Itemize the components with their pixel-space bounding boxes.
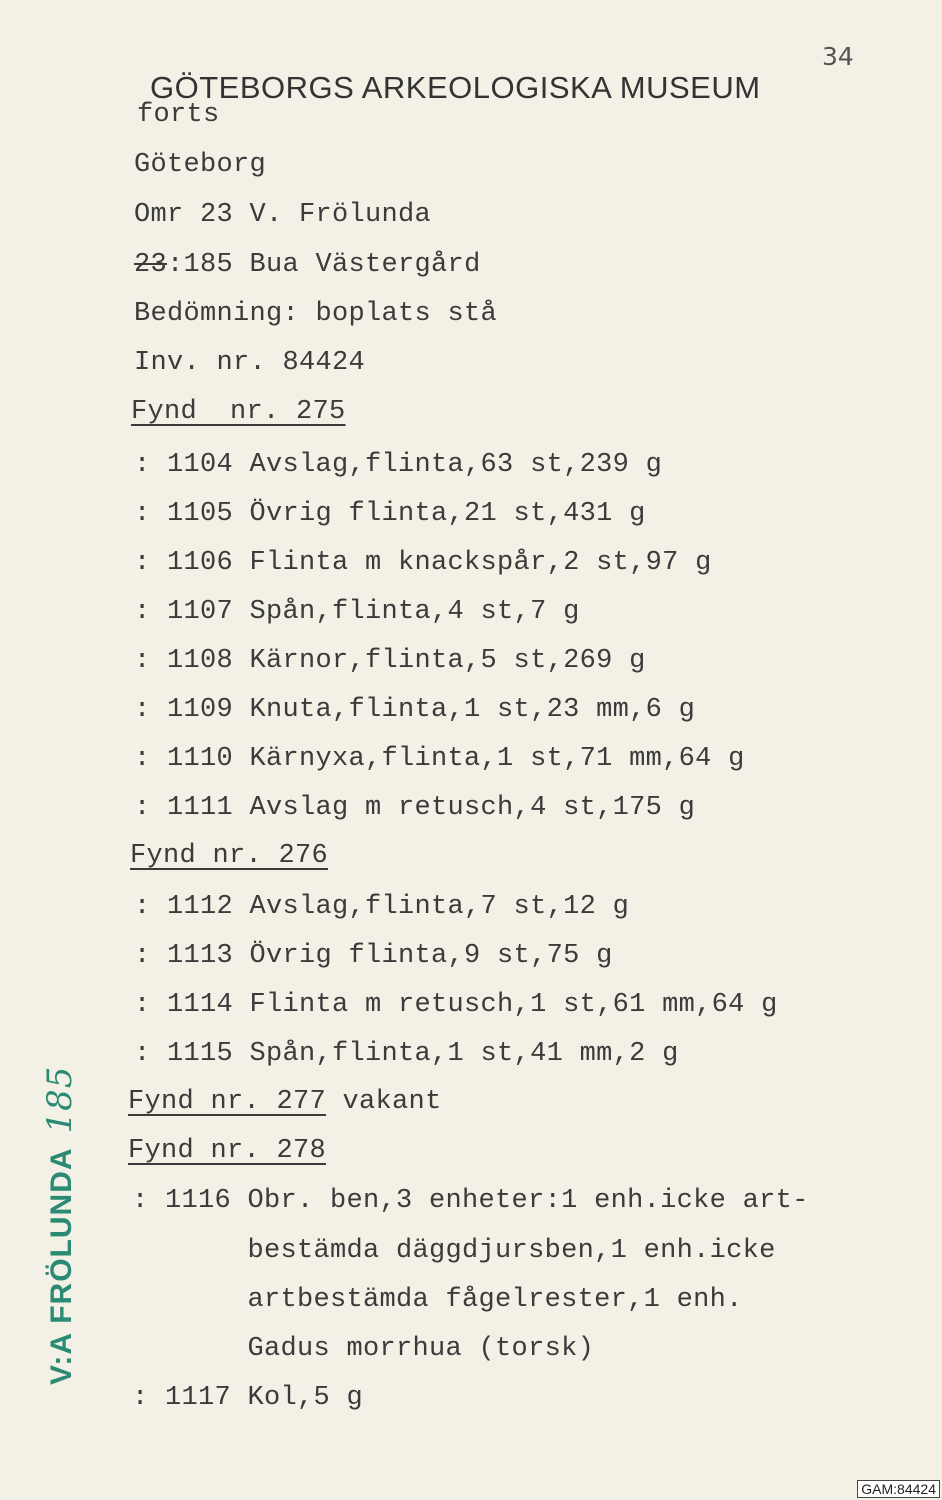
list-item: : 1117 Kol,5 g <box>132 1383 364 1413</box>
list-item: : 1116 Obr. ben,3 enheter:1 enh.icke art- <box>132 1186 809 1216</box>
vakant-note: vakant <box>326 1087 442 1117</box>
list-item: : 1107 Spån,flinta,4 st,7 g <box>134 597 580 627</box>
museum-header: GÖTEBORGS ARKEOLOGISKA MUSEUM <box>150 70 761 105</box>
fynd-heading-277: Fynd nr. 277 <box>128 1087 327 1117</box>
list-item: : 1104 Avslag,flinta,63 st,239 g <box>134 450 663 480</box>
stamp-text: V:A FRÖLUNDA <box>45 1147 78 1385</box>
list-item: : 1105 Övrig flinta,21 st,431 g <box>134 499 646 529</box>
list-item: : 1114 Flinta m retusch,1 st,61 mm,64 g <box>134 990 778 1020</box>
list-item: : 1115 Spån,flinta,1 st,41 mm,2 g <box>134 1039 679 1069</box>
forts-line: forts <box>137 100 220 130</box>
fynd-heading-276: Fynd nr. 276 <box>130 841 329 871</box>
fynd-heading-278: Fynd nr. 278 <box>128 1136 327 1166</box>
site-name: :185 Bua Västergård <box>167 250 481 280</box>
list-item: : 1109 Knuta,flinta,1 st,23 mm,6 g <box>134 695 696 725</box>
list-item: Gadus morrhua (torsk) <box>132 1334 595 1364</box>
struck-prefix: 23 <box>134 250 168 280</box>
list-item: : 1111 Avslag m retusch,4 st,175 g <box>134 793 696 823</box>
assessment-line: Bedömning: boplats stå <box>134 299 498 329</box>
fynd-line-277 <box>128 1087 442 1117</box>
inventory-line: Inv. nr. 84424 <box>134 348 366 378</box>
list-item: : 1108 Kärnor,flinta,5 st,269 g <box>134 646 646 676</box>
list-item: artbestämda fågelrester,1 enh. <box>132 1285 743 1315</box>
site-line <box>134 250 481 280</box>
list-item: : 1106 Flinta m knackspår,2 st,97 g <box>134 548 712 578</box>
side-stamp <box>40 1066 80 1385</box>
list-item: : 1112 Avslag,flinta,7 st,12 g <box>134 892 630 922</box>
list-item: : 1110 Kärnyxa,flinta,1 st,71 mm,64 g <box>134 744 745 774</box>
archive-id-label: GAM:84424 <box>857 1480 940 1498</box>
page-number: 34 <box>822 42 854 71</box>
list-item: bestämda däggdjursben,1 enh.icke <box>132 1236 776 1266</box>
handwritten-number: 185 <box>40 1065 80 1134</box>
fynd-heading-275: Fynd nr. 275 <box>131 397 346 427</box>
list-item: : 1113 Övrig flinta,9 st,75 g <box>134 941 613 971</box>
city-line: Göteborg <box>134 150 267 180</box>
area-line: Omr 23 V. Frölunda <box>134 200 432 230</box>
